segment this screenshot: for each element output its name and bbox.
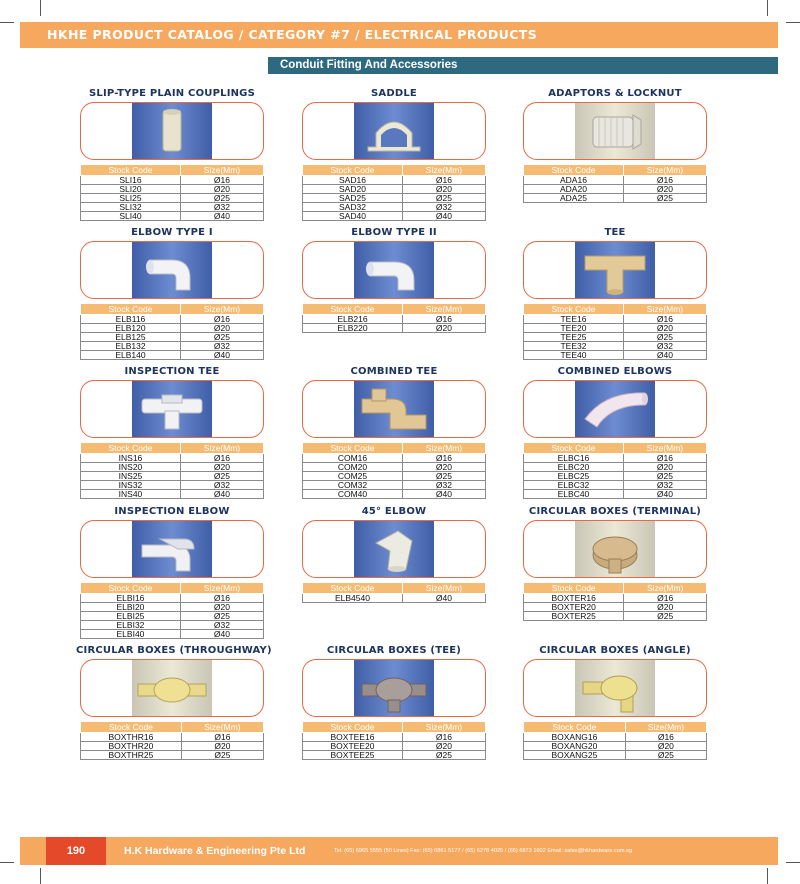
size-value: Ø32 — [180, 203, 263, 212]
stock-code: BOXTHR25 — [81, 751, 182, 760]
stock-code: BOXANG25 — [524, 751, 626, 760]
crop-mark — [767, 868, 768, 884]
stock-table — [523, 442, 707, 499]
contact-info: Tel: (65) 6965 5555 (50 Lines) Fax: (65) 6861 5177 / (65) 6278 4025 / (65) 6873 1602 Email: sales@hkhardware.com.sg — [334, 848, 632, 854]
size-value: Ø32 — [623, 481, 706, 490]
product-image — [302, 380, 486, 438]
stock-table — [523, 721, 707, 760]
saddle-icon — [354, 103, 434, 159]
column-header: Stock Code — [524, 304, 624, 315]
stock-table — [80, 582, 264, 639]
product-title: CIRCULAR BOXES (TEE) — [326, 645, 462, 656]
table-row — [303, 463, 486, 472]
table-row — [524, 324, 707, 333]
product-card — [76, 644, 272, 760]
stock-code: INS20 — [81, 463, 181, 472]
circular-box-icon — [575, 660, 655, 716]
column-header: Size(Mm) — [624, 583, 707, 594]
product-title: COMBINED ELBOWS — [557, 366, 673, 377]
stock-code: COM32 — [303, 481, 403, 490]
size-value: Ø20 — [402, 324, 485, 333]
stock-code: BOXTHR16 — [81, 733, 182, 742]
adaptor-icon — [575, 103, 655, 159]
size-value: Ø20 — [180, 603, 263, 612]
size-value: Ø16 — [180, 594, 263, 603]
product-image — [302, 520, 486, 578]
table-row — [81, 594, 264, 603]
tee-icon — [575, 242, 655, 298]
table-row — [303, 454, 486, 463]
product-image — [80, 241, 264, 299]
section-title: Conduit Fitting And Accessories — [268, 57, 778, 74]
stock-code: SLI20 — [81, 185, 181, 194]
crop-mark — [786, 22, 800, 23]
column-header: Stock Code — [81, 443, 181, 454]
size-value: Ø16 — [180, 315, 263, 324]
size-value: Ø40 — [402, 212, 485, 221]
size-value: Ø16 — [402, 176, 485, 185]
table-row — [81, 630, 264, 639]
table-row — [524, 333, 707, 342]
catalog-header: HKHE PRODUCT CATALOG / CATEGORY #7 / ELECTRICAL PRODUCTS — [20, 22, 778, 48]
crop-mark — [40, 0, 41, 16]
table-row — [303, 481, 486, 490]
table-row — [303, 203, 486, 212]
table-row — [524, 185, 707, 194]
table-row — [524, 315, 707, 324]
product-image — [80, 380, 264, 438]
size-value: Ø20 — [624, 603, 707, 612]
column-header: Stock Code — [524, 165, 624, 176]
column-header: Stock Code — [81, 165, 181, 176]
coupling-icon — [132, 103, 212, 159]
table-row — [524, 342, 707, 351]
stock-code: ELB216 — [303, 315, 403, 324]
size-value: Ø20 — [623, 463, 706, 472]
stock-code: COM20 — [303, 463, 403, 472]
table-row — [81, 194, 264, 203]
column-header: Stock Code — [524, 722, 626, 733]
table-row — [303, 324, 486, 333]
product-card — [519, 365, 711, 499]
column-header: Size(Mm) — [402, 583, 485, 594]
size-value: Ø25 — [180, 333, 263, 342]
stock-code: BOXTER25 — [524, 612, 624, 621]
column-header: Size(Mm) — [180, 443, 263, 454]
size-value: Ø40 — [402, 490, 485, 499]
table-row — [81, 315, 264, 324]
stock-code: ELBI20 — [81, 603, 181, 612]
stock-code: ELBI25 — [81, 612, 181, 621]
size-value: Ø20 — [623, 185, 706, 194]
product-image — [523, 102, 707, 160]
column-header: Size(Mm) — [402, 304, 485, 315]
stock-code: SLI16 — [81, 176, 181, 185]
stock-code: INS40 — [81, 490, 181, 499]
catalog-footer — [20, 837, 778, 865]
size-value: Ø25 — [181, 751, 263, 760]
size-value: Ø32 — [402, 203, 485, 212]
product-image — [80, 520, 264, 578]
product-image — [523, 241, 707, 299]
column-header: Size(Mm) — [402, 722, 485, 733]
size-value: Ø40 — [180, 490, 263, 499]
size-value: Ø20 — [180, 324, 263, 333]
table-row — [81, 463, 264, 472]
stock-code: BOXTER20 — [524, 603, 624, 612]
stock-table — [80, 721, 264, 760]
product-title: 45° ELBOW — [361, 506, 427, 517]
size-value: Ø16 — [181, 733, 263, 742]
size-value: Ø25 — [623, 472, 706, 481]
stock-table — [302, 164, 486, 221]
product-card — [519, 87, 711, 203]
column-header: Size(Mm) — [180, 304, 263, 315]
stock-code: SAD16 — [303, 176, 403, 185]
column-header: Size(Mm) — [402, 165, 485, 176]
size-value: Ø16 — [623, 454, 706, 463]
table-row — [81, 621, 264, 630]
product-title: SLIP-TYPE PLAIN COUPLINGS — [88, 88, 255, 99]
stock-code: ELBC40 — [524, 490, 624, 499]
size-value: Ø16 — [402, 315, 485, 324]
stock-code: SLI25 — [81, 194, 181, 203]
product-image — [302, 102, 486, 160]
stock-table — [302, 582, 486, 603]
table-row — [303, 212, 486, 221]
stock-code: ELB220 — [303, 324, 403, 333]
column-header: Stock Code — [524, 583, 624, 594]
table-row — [303, 185, 486, 194]
product-card — [519, 644, 711, 760]
column-header: Stock Code — [303, 722, 403, 733]
stock-table — [302, 442, 486, 499]
stock-code: TEE25 — [524, 333, 624, 342]
company-name: H.K Hardware & Engineering Pte Ltd — [124, 845, 306, 857]
stock-code: ELB132 — [81, 342, 181, 351]
table-row — [81, 212, 264, 221]
stock-code: ELBI40 — [81, 630, 181, 639]
column-header: Size(Mm) — [623, 443, 706, 454]
product-title: CIRCULAR BOXES (THROUGHWAY) — [76, 645, 272, 656]
stock-code: ELB120 — [81, 324, 181, 333]
stock-code: ELB140 — [81, 351, 181, 360]
size-value: Ø40 — [180, 630, 263, 639]
crop-mark — [786, 862, 800, 863]
stock-code: ELB4540 — [303, 594, 403, 603]
column-header: Stock Code — [81, 304, 181, 315]
stock-code: SAD40 — [303, 212, 403, 221]
stock-table — [302, 303, 486, 333]
stock-code: ELBC20 — [524, 463, 624, 472]
stock-code: ELBC16 — [524, 454, 624, 463]
stock-code: ELBI16 — [81, 594, 181, 603]
stock-code: ELB125 — [81, 333, 181, 342]
stock-code: BOXTEE25 — [303, 751, 403, 760]
size-value: Ø20 — [402, 742, 485, 751]
table-row — [81, 324, 264, 333]
table-row — [303, 751, 486, 760]
column-header: Size(Mm) — [625, 722, 706, 733]
size-value: Ø25 — [402, 194, 485, 203]
size-value: Ø32 — [623, 342, 706, 351]
stock-code: TEE16 — [524, 315, 624, 324]
stock-code: COM25 — [303, 472, 403, 481]
size-value: Ø20 — [402, 185, 485, 194]
size-value: Ø25 — [402, 472, 485, 481]
table-row — [303, 733, 486, 742]
table-row — [81, 176, 264, 185]
product-title: SADDLE — [371, 88, 417, 99]
product-image — [302, 659, 486, 717]
size-value: Ø40 — [623, 351, 706, 360]
product-card — [298, 505, 490, 603]
elbow-icon — [132, 242, 212, 298]
stock-table — [523, 582, 707, 621]
stock-table — [80, 442, 264, 499]
table-row — [524, 612, 707, 621]
product-card — [76, 87, 268, 221]
stock-table — [80, 303, 264, 360]
table-row — [81, 481, 264, 490]
size-value: Ø40 — [623, 490, 706, 499]
size-value: Ø16 — [402, 733, 485, 742]
table-row — [524, 481, 707, 490]
column-header: Size(Mm) — [623, 165, 706, 176]
size-value: Ø25 — [623, 194, 706, 203]
stock-code: ADA20 — [524, 185, 624, 194]
size-value: Ø25 — [180, 194, 263, 203]
stock-code: SAD32 — [303, 203, 403, 212]
table-row — [524, 194, 707, 203]
table-row — [81, 454, 264, 463]
table-row — [81, 612, 264, 621]
size-value: Ø16 — [623, 176, 706, 185]
circular-box-icon — [132, 660, 212, 716]
size-value: Ø20 — [625, 742, 706, 751]
product-title: ADAPTORS & LOCKNUT — [548, 88, 682, 99]
stock-code: ELBC32 — [524, 481, 624, 490]
column-header: Size(Mm) — [180, 165, 263, 176]
stock-code: BOXTEE16 — [303, 733, 403, 742]
table-row — [303, 315, 486, 324]
size-value: Ø32 — [402, 481, 485, 490]
crop-mark — [40, 868, 41, 884]
column-header: Stock Code — [303, 583, 403, 594]
table-row — [81, 203, 264, 212]
table-row — [524, 751, 707, 760]
product-title: ELBOW TYPE II — [351, 227, 437, 238]
stock-table — [302, 721, 486, 760]
stock-code: TEE32 — [524, 342, 624, 351]
table-row — [81, 751, 264, 760]
size-value: Ø25 — [180, 612, 263, 621]
size-value: Ø32 — [180, 481, 263, 490]
product-image — [80, 659, 264, 717]
column-header: Size(Mm) — [181, 722, 263, 733]
tee-icon — [354, 381, 434, 437]
column-header: Stock Code — [81, 583, 181, 594]
stock-code: INS25 — [81, 472, 181, 481]
size-value: Ø16 — [624, 594, 707, 603]
column-header: Size(Mm) — [180, 583, 263, 594]
size-value: Ø25 — [624, 612, 707, 621]
column-header: Stock Code — [524, 443, 624, 454]
product-title: CIRCULAR BOXES (ANGLE) — [539, 645, 691, 656]
size-value: Ø40 — [180, 351, 263, 360]
stock-table — [523, 164, 707, 203]
size-value: Ø25 — [180, 472, 263, 481]
product-card — [76, 505, 268, 639]
product-card — [298, 644, 490, 760]
table-row — [81, 342, 264, 351]
crop-mark — [767, 0, 768, 16]
stock-code: ADA25 — [524, 194, 624, 203]
table-row — [303, 490, 486, 499]
table-row — [81, 490, 264, 499]
size-value: Ø40 — [180, 212, 263, 221]
stock-code: BOXTEE20 — [303, 742, 403, 751]
stock-code: SLI40 — [81, 212, 181, 221]
stock-code: ELBC25 — [524, 472, 624, 481]
size-value: Ø20 — [623, 324, 706, 333]
table-row — [524, 463, 707, 472]
table-row — [303, 594, 486, 603]
circular-box-icon — [354, 660, 434, 716]
elbow-45-icon — [354, 521, 434, 577]
product-title: TEE — [604, 227, 626, 238]
table-row — [81, 603, 264, 612]
stock-code: ELB116 — [81, 315, 181, 324]
table-row — [524, 490, 707, 499]
table-row — [303, 742, 486, 751]
stock-code: TEE40 — [524, 351, 624, 360]
product-card — [298, 87, 490, 221]
product-card — [298, 226, 490, 333]
table-row — [81, 472, 264, 481]
product-image — [302, 241, 486, 299]
table-row — [524, 472, 707, 481]
size-value: Ø20 — [402, 463, 485, 472]
table-row — [303, 472, 486, 481]
product-image — [523, 520, 707, 578]
stock-code: BOXANG20 — [524, 742, 626, 751]
product-title: INSPECTION TEE — [124, 366, 220, 377]
size-value: Ø16 — [623, 315, 706, 324]
product-card — [519, 505, 711, 621]
product-card — [519, 226, 711, 360]
size-value: Ø25 — [623, 333, 706, 342]
stock-code: TEE20 — [524, 324, 624, 333]
page-number: 190 — [46, 837, 106, 865]
size-value: Ø20 — [180, 463, 263, 472]
column-header: Stock Code — [303, 304, 403, 315]
product-title: ELBOW TYPE I — [131, 227, 213, 238]
column-header: Stock Code — [303, 443, 403, 454]
inspection-tee-icon — [132, 381, 212, 437]
stock-code: BOXTER16 — [524, 594, 624, 603]
product-card — [76, 365, 268, 499]
table-row — [81, 351, 264, 360]
size-value: Ø32 — [180, 621, 263, 630]
size-value: Ø16 — [625, 733, 706, 742]
product-image — [523, 659, 707, 717]
size-value: Ø32 — [180, 342, 263, 351]
table-row — [81, 185, 264, 194]
stock-code: ELBI32 — [81, 621, 181, 630]
stock-code: INS32 — [81, 481, 181, 490]
inspection-elbow-icon — [132, 521, 212, 577]
product-card — [76, 226, 268, 360]
table-row — [524, 176, 707, 185]
size-value: Ø20 — [181, 742, 263, 751]
stock-code: BOXANG16 — [524, 733, 626, 742]
column-header: Stock Code — [303, 165, 403, 176]
size-value: Ø16 — [402, 454, 485, 463]
table-row — [524, 454, 707, 463]
stock-code: COM40 — [303, 490, 403, 499]
stock-code: SLI32 — [81, 203, 181, 212]
size-value: Ø16 — [180, 454, 263, 463]
size-value: Ø16 — [180, 176, 263, 185]
stock-code: SAD20 — [303, 185, 403, 194]
column-header: Size(Mm) — [623, 304, 706, 315]
elbow-icon — [575, 381, 655, 437]
size-value: Ø25 — [402, 751, 485, 760]
stock-table — [523, 303, 707, 360]
stock-code: INS16 — [81, 454, 181, 463]
stock-code: BOXTHR20 — [81, 742, 182, 751]
product-title: CIRCULAR BOXES (TERMINAL) — [528, 506, 702, 517]
table-row — [524, 351, 707, 360]
product-image — [523, 380, 707, 438]
product-image — [80, 102, 264, 160]
crop-mark — [0, 22, 14, 23]
product-card — [298, 365, 490, 499]
stock-table — [80, 164, 264, 221]
stock-code: SAD25 — [303, 194, 403, 203]
column-header: Stock Code — [81, 722, 182, 733]
crop-mark — [0, 862, 14, 863]
elbow-icon — [354, 242, 434, 298]
stock-code: ADA16 — [524, 176, 624, 185]
column-header: Size(Mm) — [402, 443, 485, 454]
table-row — [303, 194, 486, 203]
product-title: INSPECTION ELBOW — [114, 506, 230, 517]
table-row — [81, 333, 264, 342]
table-row — [303, 176, 486, 185]
size-value: Ø25 — [625, 751, 706, 760]
product-title: COMBINED TEE — [350, 366, 438, 377]
circular-box-icon — [575, 521, 655, 577]
size-value: Ø40 — [402, 594, 485, 603]
size-value: Ø20 — [180, 185, 263, 194]
stock-code: COM16 — [303, 454, 403, 463]
